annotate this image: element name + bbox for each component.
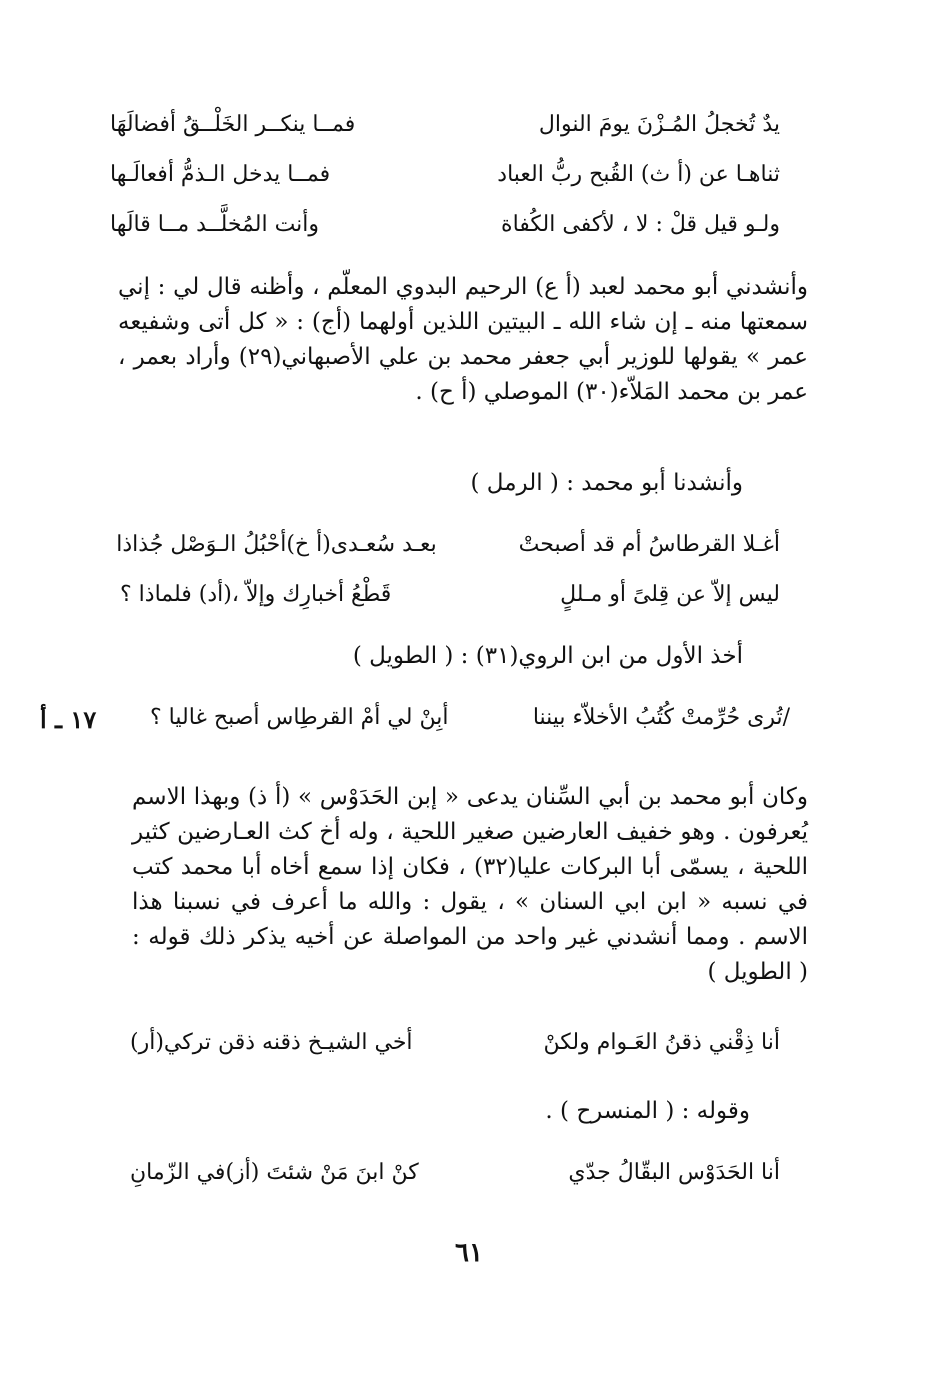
verse-hemistich-second: قَطْعُ أخبارِك وإلاّ ،(أد) فلماذا ؟ — [120, 582, 392, 607]
verse-hemistich-first: ولـو قيل قلْ : لا ، لأكفى الكُفاة — [501, 212, 780, 237]
verse-hemistich-first: ثناهـا عن (أ ث) القُبح ربُّ العباد — [497, 162, 780, 187]
verse-line — [116, 532, 780, 557]
verse-line — [130, 1160, 780, 1185]
verse-line — [120, 582, 780, 607]
verse-hemistich-second: وأنت المُخلَّــد مــا قالَها — [110, 212, 320, 237]
verse-line — [110, 112, 780, 137]
verse-hemistich-second: فمــا ينكــر الخَلْــقُ أفضالَهَا — [110, 112, 356, 137]
page-number: ٦١ — [455, 1238, 483, 1268]
verse-hemistich-first: أغـلا القرطاسُ أم قد أصبحتْ — [518, 532, 780, 557]
verse-intro: وأنشدنا أبو محمد : ( الرمل ) — [470, 470, 743, 496]
verse-line — [130, 1030, 780, 1055]
verse-hemistich-second: بعـد سُعـدى(أ خ)أحْبُلُ الـوَصْل جُذاذا — [116, 532, 437, 557]
verse-line — [150, 705, 790, 730]
verse-hemistich-second: فمــا يدخل الـذمُّ أفعالَـها — [110, 162, 331, 187]
verse-hemistich-first: /تُرى حُرِّمتْ كُتُبُ الأخلاّء بيننا — [532, 705, 790, 730]
verse-line — [110, 162, 780, 187]
verse-hemistich-second: أخي الشيـخ ذقنه ذقن تركي(أر) — [130, 1030, 413, 1055]
verse-hemistich-first: يدٌ تُخجلُ المُـزْنَ يومَ النوال — [538, 112, 780, 137]
paragraph-anecdote: وكان أبو محمد بن أبي السِّنان يدعى « إبن الحَدَوْس » (أ ذ) وبهذا الاسم يُعرفون . وهو خفيف العارضين صغير اللحية ، وله أخ كث العـارضين كثير اللحية ، يسمّى أبا البركات عليا(٣٢) ، فكان إذا سمع أخاه أبا محمد كتب في نسبه « ابن ابي السنان » ، يقول : والله ما أعرف في نسبنا هذا الاسم . ومما أنشدني غير واحد من المواصلة عن أخيه يذكر ذلك قوله : ( الطويل ) — [132, 784, 808, 985]
verse-hemistich-second: أبِنْ لي أمْ القرطِاس أصبح غاليا ؟ — [150, 705, 449, 730]
folio-marker: ١٧ ـ أ — [40, 705, 97, 734]
paragraph-anecdote: وأنشدني أبو محمد لعبد (أ ع) الرحيم البدوي المعلّم ، وأظنه قال لي : إني سمعتها منه ـ إن شاء الله ـ البيتين اللذين أولهما (أج) : « كل أتى وشفيعه عمر » يقولها للوزير أبي جعفر محمد بن علي الأصبهاني(٢٩) وأراد بعمر ، عمر بن محمد المَلاّء(٣٠) الموصلي (أ ح) . — [118, 274, 808, 405]
verse-hemistich-first: أنا ذِقْني ذقنُ العَـوام ولكنْ — [543, 1030, 780, 1055]
verse-intro: وقوله : ( المنسرح ) . — [545, 1098, 750, 1124]
verse-hemistich-second: كنْ ابنَ مَنْ شئتَ (أز)في الزّمانِ — [130, 1160, 419, 1185]
verse-intro: أخذ الأول من ابن الروي(٣١) : ( الطويل ) — [352, 643, 743, 669]
verse-line — [110, 212, 780, 237]
verse-hemistich-first: أنا الحَدَوْس البقّالُ جدّي — [568, 1160, 780, 1185]
verse-hemistich-first: ليس إلاّ عن قِلىً أو مـللٍ — [560, 582, 780, 607]
